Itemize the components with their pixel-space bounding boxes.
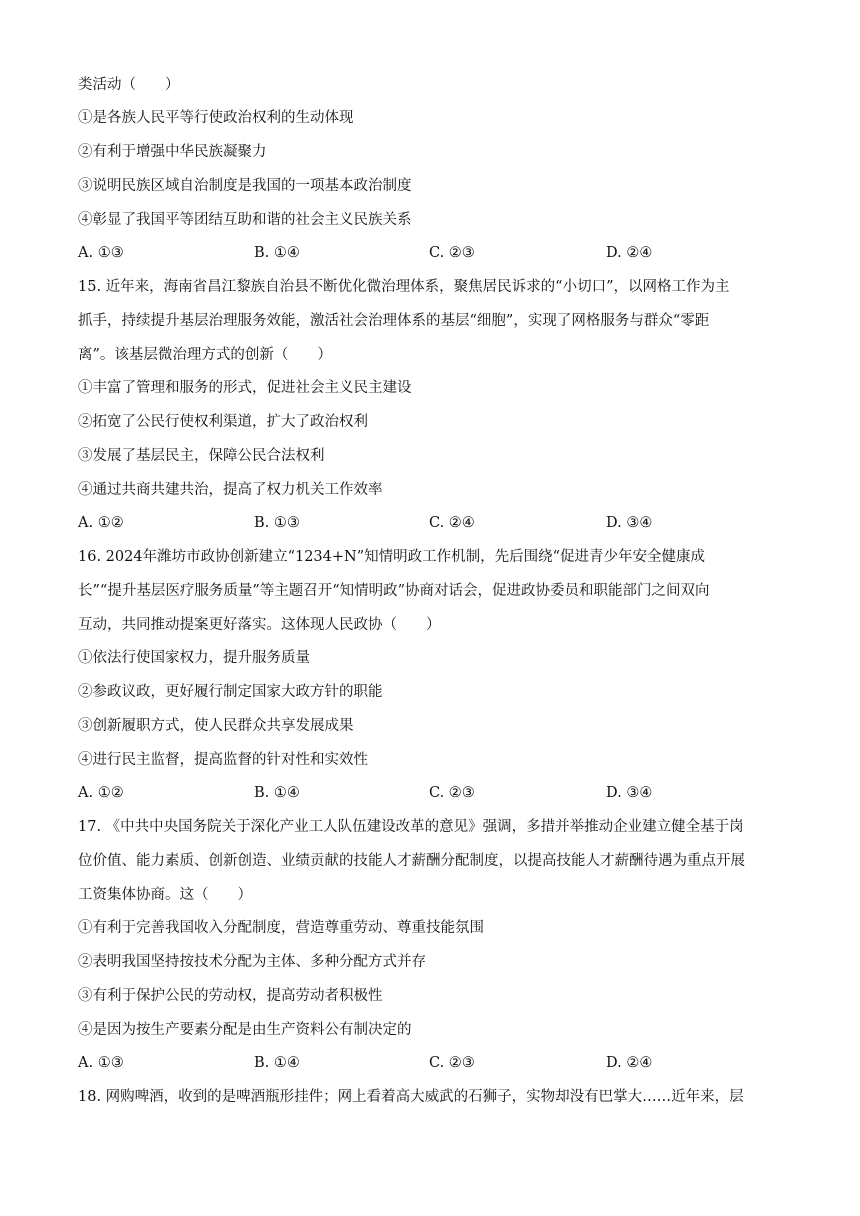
q14-statement-4: ④彰显了我国平等团结互助和谐的社会主义民族关系 [78, 212, 412, 228]
q15-option-a: A. ①② [78, 515, 124, 531]
q16-stem-line-1: 16. 2024年潍坊市政协创新建立“1234+N”知情明政工作机制，先后围绕“促进青少年安全健康成 [78, 549, 706, 565]
q17-statement-4: ④是因为按生产要素分配是由生产资料公有制决定的 [78, 1022, 412, 1038]
q16-option-b: B. ①④ [254, 785, 300, 801]
q15-statement-3: ③发展了基层民主，保障公民合法权利 [78, 448, 325, 464]
q16-option-c: C. ②③ [429, 785, 475, 801]
q17-statement-2: ②表明我国坚持按技术分配为主体、多种分配方式并存 [78, 954, 426, 970]
q15-option-b: B. ①③ [254, 515, 300, 531]
q17-statement-1: ①有利于完善我国收入分配制度，营造尊重劳动、尊重技能氛围 [78, 920, 484, 936]
q15-statement-1: ①丰富了管理和服务的形式，促进社会主义民主建设 [78, 380, 412, 396]
q16-statement-1: ①依法行使国家权力，提升服务质量 [78, 650, 310, 666]
q14-statement-3: ③说明民族区域自治制度是我国的一项基本政治制度 [78, 178, 412, 194]
q15-option-c: C. ②④ [429, 515, 475, 531]
q14-statement-2: ②有利于增强中华民族凝聚力 [78, 144, 267, 160]
q16-stem-line-2: 长”“提升基层医疗服务质量”等主题召开“知情明政”协商对话会，促进政协委员和职能部门之间双向 [78, 583, 710, 599]
q14-option-d: D. ②④ [606, 245, 653, 261]
q16-option-a: A. ①② [78, 785, 124, 801]
q17-statement-3: ③有利于保护公民的劳动权，提高劳动者积极性 [78, 988, 383, 1004]
q17-stem-line-1: 17. 《中共中央国务院关于深化产业工人队伍建设改革的意见》强调，多措并举推动企业建立健全基于岗 [78, 819, 744, 835]
q16-statement-4: ④进行民主监督，提高监督的针对性和实效性 [78, 752, 368, 768]
q17-option-c: C. ②③ [429, 1055, 475, 1071]
q16-statement-2: ②参政议政，更好履行制定国家大政方针的职能 [78, 684, 383, 700]
q14-statement-1: ①是各族人民平等行使政治权利的生动体现 [78, 110, 354, 126]
q16-stem-line-3: 互动，共同推动提案更好落实。这体现人民政协（ ） [78, 617, 441, 633]
q14-option-a: A. ①③ [78, 245, 124, 261]
q14-option-b: B. ①④ [254, 245, 300, 261]
q15-option-d: D. ③④ [606, 515, 653, 531]
q15-stem-line-1: 15. 近年来，海南省昌江黎族自治县不断优化微治理体系，聚焦居民诉求的“小切口”，以网格工作为主 [78, 279, 730, 295]
q16-statement-3: ③创新履职方式，使人民群众共享发展成果 [78, 718, 354, 734]
q17-option-d: D. ②④ [606, 1055, 653, 1071]
q15-stem-line-2: 抓手，持续提升基层治理服务效能，激活社会治理体系的基层“细胞”，实现了网格服务与群众“零距 [78, 313, 710, 329]
q14-stem-tail: 类活动（ ） [78, 77, 180, 93]
q17-stem-line-2: 位价值、能力素质、创新创造、业绩贡献的技能人才薪酬分配制度，以提高技能人才薪酬待遇为重点开展 [78, 853, 745, 869]
q14-option-c: C. ②③ [429, 245, 475, 261]
q17-stem-line-3: 工资集体协商。这（ ） [78, 887, 252, 903]
q15-stem-line-3: 离”。该基层微治理方式的创新（ ） [78, 347, 332, 363]
q17-option-b: B. ①④ [254, 1055, 300, 1071]
q15-statement-2: ②拓宽了公民行使权利渠道，扩大了政治权利 [78, 414, 368, 430]
q16-option-d: D. ③④ [606, 785, 653, 801]
q15-statement-4: ④通过共商共建共治，提高了权力机关工作效率 [78, 482, 383, 498]
q17-option-a: A. ①③ [78, 1055, 124, 1071]
q18-stem-line-1: 18. 网购啤酒，收到的是啤酒瓶形挂件；网上看着高大威武的石狮子，实物却没有巴掌大……近年来，层 [78, 1089, 744, 1105]
